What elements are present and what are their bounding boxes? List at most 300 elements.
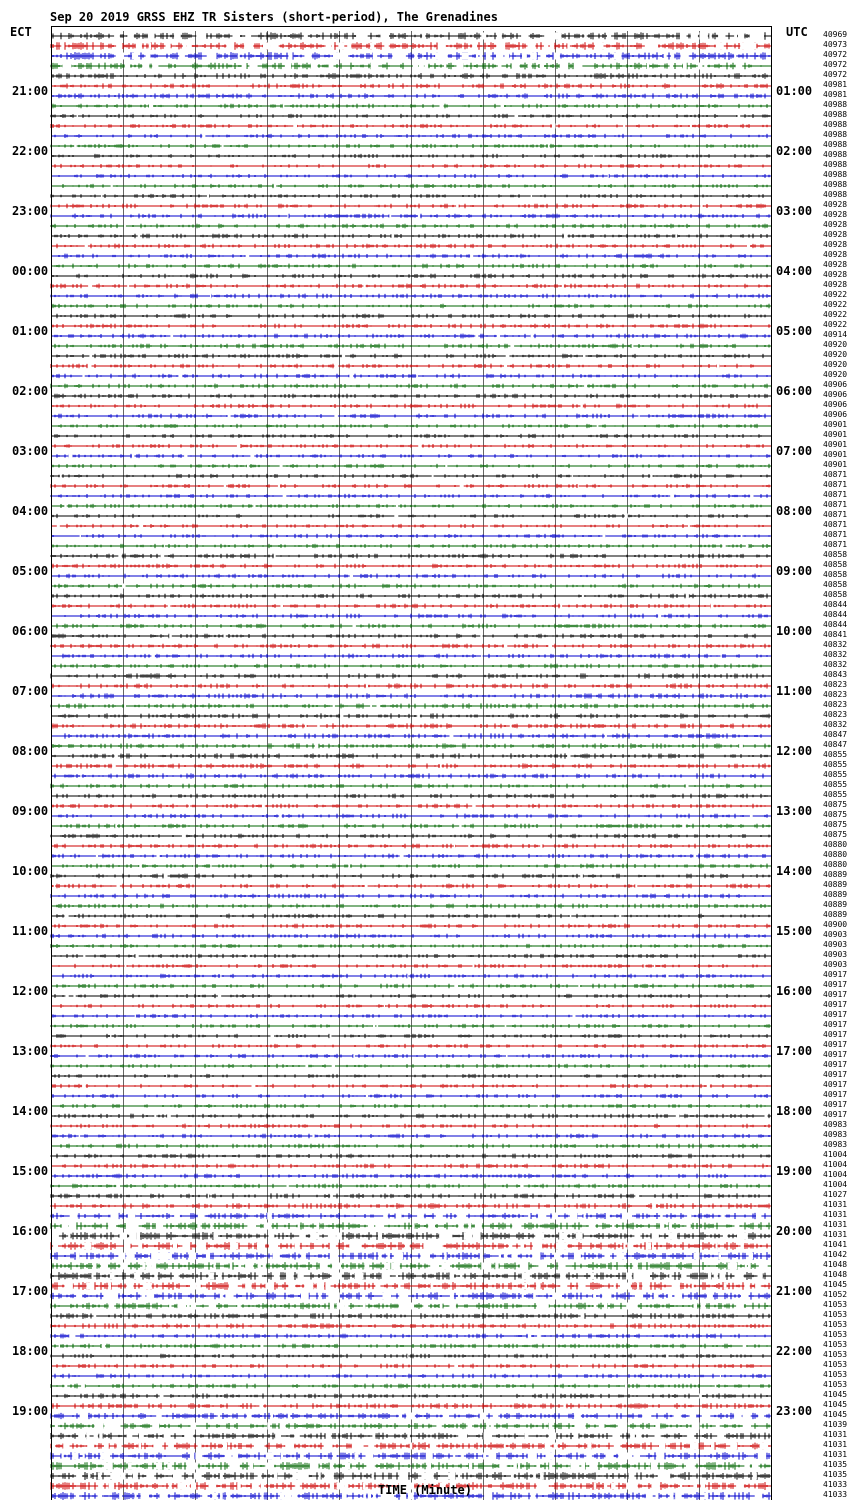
row-value-label: 40973 <box>823 40 848 49</box>
trace-gap <box>187 1303 190 1310</box>
trace-gap <box>375 1223 384 1230</box>
trace-gap <box>652 1233 659 1240</box>
trace-gap <box>220 1473 223 1480</box>
row-value-label: 40901 <box>823 450 848 459</box>
trace-gap <box>237 1303 241 1310</box>
trace-gap <box>464 1233 472 1240</box>
trace-gap <box>157 854 160 859</box>
trace-gap <box>65 1283 73 1290</box>
trace-gap <box>656 1453 664 1460</box>
trace-gap <box>440 764 442 769</box>
trace-gap <box>541 1303 545 1310</box>
left-hour-label: 22:00 <box>12 144 49 158</box>
trace-gap <box>589 1463 597 1470</box>
trace-gap <box>586 1453 592 1460</box>
trace-gap <box>554 1443 558 1450</box>
trace-gap <box>147 1263 149 1270</box>
left-hour-label: 07:00 <box>12 684 49 698</box>
trace-gap <box>548 644 552 649</box>
trace-gap <box>70 1213 78 1220</box>
trace-gap <box>334 364 338 369</box>
trace-gap <box>721 654 722 659</box>
trace-gap <box>315 744 319 749</box>
trace-gap <box>379 1253 382 1260</box>
trace-gap <box>496 53 503 60</box>
trace-gap <box>209 1483 215 1490</box>
trace-gap <box>211 1223 213 1230</box>
trace-gap <box>261 1493 263 1500</box>
trace-gap <box>737 1273 739 1280</box>
trace-gap <box>267 1213 272 1220</box>
trace-gap <box>135 1014 136 1019</box>
trace-gap <box>435 53 443 60</box>
row-value-label: 40823 <box>823 710 848 719</box>
trace-gap <box>263 43 270 50</box>
row-value-label: 40920 <box>823 340 848 349</box>
trace-gap <box>269 1233 274 1240</box>
row-value-label: 40889 <box>823 900 848 909</box>
trace-gap <box>112 764 116 769</box>
trace-gap <box>717 1433 724 1440</box>
row-value-label: 40844 <box>823 620 848 629</box>
trace-gap <box>702 1034 703 1039</box>
row-value-label: 40983 <box>823 1140 848 1149</box>
trace-gap <box>389 214 391 219</box>
trace-gap <box>701 1483 705 1490</box>
row-value-label: 40880 <box>823 850 848 859</box>
trace-gap <box>578 984 580 989</box>
trace-gap <box>283 494 287 499</box>
trace-gap <box>654 964 655 969</box>
left-hour-label: 09:00 <box>12 804 49 818</box>
row-value-label: 40917 <box>823 1100 848 1109</box>
trace-gap <box>91 1273 93 1280</box>
trace-gap <box>741 1243 744 1250</box>
trace-gap <box>294 1433 299 1440</box>
trace-gap <box>133 1473 138 1480</box>
trace-gap <box>635 884 637 889</box>
trace-gap <box>174 1273 179 1280</box>
trace-gap <box>690 1443 699 1450</box>
right-hour-label: 19:00 <box>776 1164 813 1178</box>
trace-gap <box>363 33 368 40</box>
row-value-label: 40922 <box>823 290 848 299</box>
row-value-label: 40917 <box>823 1000 848 1009</box>
trace-gap <box>718 33 725 40</box>
trace-gap <box>516 1223 522 1230</box>
row-value-label: 40855 <box>823 760 848 769</box>
trace-gap <box>259 1404 263 1409</box>
trace-gap <box>109 1483 115 1490</box>
left-hour-label: 12:00 <box>12 984 49 998</box>
row-value-label: 40858 <box>823 580 848 589</box>
row-value-label: 40871 <box>823 480 848 489</box>
trace-gap <box>633 1263 637 1270</box>
trace-gap <box>328 1293 335 1300</box>
trace-gap <box>169 1303 171 1310</box>
row-value-label: 40920 <box>823 350 848 359</box>
trace-gap <box>134 1273 140 1280</box>
trace-gap <box>124 224 126 229</box>
trace-gap <box>593 154 594 159</box>
trace-gap <box>387 1253 390 1260</box>
trace-gap <box>755 1493 763 1500</box>
row-value-label: 40928 <box>823 220 848 229</box>
trace-gap <box>76 1493 79 1500</box>
trace-gap <box>468 1423 472 1430</box>
trace-gap <box>407 974 408 979</box>
trace-gap <box>311 63 318 70</box>
trace-gap <box>167 1463 172 1470</box>
trace-gap <box>423 1303 428 1310</box>
trace-gap <box>552 1213 558 1220</box>
trace-gap <box>59 1344 60 1349</box>
trace-gap <box>191 1423 197 1430</box>
row-value-label: 41045 <box>823 1390 848 1399</box>
trace-gap <box>271 1034 275 1039</box>
trace-gap <box>381 1273 390 1280</box>
row-value-label: 41053 <box>823 1370 848 1379</box>
trace-gap <box>295 1243 300 1250</box>
trace-gap <box>593 1293 596 1300</box>
trace-gap <box>430 1443 437 1450</box>
row-value-label: 40917 <box>823 1070 848 1079</box>
trace-gap <box>222 144 224 149</box>
trace-gap <box>604 1483 607 1490</box>
row-value-label: 40917 <box>823 1040 848 1049</box>
trace-gap <box>362 1293 365 1300</box>
trace-gap <box>510 724 512 729</box>
trace-gap <box>755 33 764 40</box>
trace-gap <box>504 364 507 369</box>
trace-gap <box>366 684 368 689</box>
trace-gap <box>110 1473 116 1480</box>
row-value-label: 40928 <box>823 250 848 259</box>
row-value-label: 40901 <box>823 430 848 439</box>
trace-gap <box>635 1293 643 1300</box>
trace-gap <box>480 53 483 60</box>
trace-gap <box>704 1493 708 1500</box>
trace-gap <box>373 53 377 60</box>
trace-gap <box>530 43 535 50</box>
row-value-label: 40855 <box>823 790 848 799</box>
trace-gap <box>426 1453 433 1460</box>
left-hour-label: 13:00 <box>12 1044 49 1058</box>
row-value-label: 41031 <box>823 1200 848 1209</box>
trace-gap <box>161 554 165 559</box>
trace-gap <box>544 43 548 50</box>
trace-gap <box>626 1273 632 1280</box>
trace-gap <box>491 1423 494 1430</box>
row-value-label: 40858 <box>823 570 848 579</box>
trace-gap <box>550 43 554 50</box>
row-value-label: 40922 <box>823 310 848 319</box>
left-hour-label: 05:00 <box>12 564 49 578</box>
right-hour-label: 15:00 <box>776 924 813 938</box>
trace-gap <box>715 1384 717 1389</box>
trace-gap <box>301 1253 306 1260</box>
trace-gap <box>725 1493 727 1500</box>
trace-gap <box>468 844 470 849</box>
trace-gap <box>445 464 447 469</box>
row-value-label: 40871 <box>823 530 848 539</box>
left-hour-label: 16:00 <box>12 1224 49 1238</box>
right-hour-label: 11:00 <box>776 684 813 698</box>
trace-gap <box>247 1223 256 1230</box>
right-hour-label: 01:00 <box>776 84 813 98</box>
trace-gap <box>252 1084 256 1089</box>
trace-gap <box>698 63 703 70</box>
trace-gap <box>458 1473 460 1480</box>
trace-gap <box>443 1413 449 1420</box>
trace-gap <box>560 1283 567 1290</box>
trace-gap <box>457 63 464 70</box>
trace-gap <box>530 53 537 60</box>
trace-gap <box>422 33 425 40</box>
row-value-label: 40871 <box>823 520 848 529</box>
trace-gap <box>715 1243 717 1250</box>
left-hour-label: 18:00 <box>12 1344 49 1358</box>
trace-gap <box>146 53 151 60</box>
trace-gap <box>407 1354 408 1359</box>
trace-gap <box>686 594 689 599</box>
trace-gap <box>405 1303 414 1310</box>
trace-gap <box>499 1253 501 1260</box>
trace-gap <box>116 53 124 60</box>
trace-gap <box>644 964 645 969</box>
trace-gap <box>719 1273 725 1280</box>
trace-gap <box>560 1273 565 1280</box>
trace-gap <box>384 1263 390 1270</box>
trace-gap <box>637 1283 639 1290</box>
trace-gap <box>727 1263 733 1270</box>
trace-gap <box>340 714 343 719</box>
trace-gap <box>119 1233 127 1240</box>
trace-gap <box>261 1483 264 1490</box>
trace-gap <box>300 1453 304 1460</box>
trace-gap <box>183 43 186 50</box>
trace-gap <box>213 53 217 60</box>
trace-gap <box>285 63 291 70</box>
trace-gap <box>425 63 429 70</box>
trace-gap <box>527 63 531 70</box>
trace-gap <box>245 33 251 40</box>
trace-gap <box>578 1364 580 1369</box>
trace-gap <box>324 1443 333 1450</box>
trace-gap <box>371 63 379 70</box>
trace-gap <box>352 1443 359 1450</box>
trace-gap <box>758 1273 763 1280</box>
trace-gap <box>537 1233 545 1240</box>
trace-gap <box>149 43 151 50</box>
trace-gap <box>99 1433 103 1440</box>
row-value-label: 41035 <box>823 1470 848 1479</box>
row-value-label: 41004 <box>823 1170 848 1179</box>
trace-gap <box>363 1483 366 1490</box>
trace-gap <box>635 1194 639 1199</box>
trace-gap <box>681 53 689 60</box>
trace-gap <box>449 1273 454 1280</box>
row-value-label: 40906 <box>823 390 848 399</box>
trace-gap <box>574 1413 581 1420</box>
trace-gap <box>413 63 418 70</box>
trace-gap <box>191 1483 196 1490</box>
trace-gap <box>723 1233 728 1240</box>
trace-gap <box>285 1443 294 1450</box>
trace-gap <box>330 1483 334 1490</box>
trace-gap <box>206 1253 210 1260</box>
trace-gap <box>174 1213 180 1220</box>
trace-gap <box>436 1423 441 1430</box>
trace-gap <box>707 1293 713 1300</box>
trace-gap <box>88 1473 91 1480</box>
trace-gap <box>548 144 550 149</box>
trace-gap <box>687 1433 693 1440</box>
trace-gap <box>748 1263 751 1270</box>
trace-gap <box>399 1473 408 1480</box>
trace-gap <box>156 1413 162 1420</box>
trace-gap <box>227 1493 231 1500</box>
trace-gap <box>453 1453 455 1460</box>
trace-gap <box>342 354 345 359</box>
trace-gap <box>646 1493 653 1500</box>
trace-gap <box>289 53 293 60</box>
trace-gap <box>652 1204 656 1209</box>
trace-gap <box>257 1243 265 1250</box>
left-hour-label: 04:00 <box>12 504 49 518</box>
row-value-label: 40875 <box>823 810 848 819</box>
row-value-label: 41031 <box>823 1210 848 1219</box>
trace-gap <box>552 124 556 129</box>
trace-gap <box>658 1473 665 1480</box>
trace-gap <box>280 464 283 469</box>
trace-gap <box>262 804 265 809</box>
trace-gap <box>173 1243 177 1250</box>
trace-gap <box>266 1453 274 1460</box>
left-hour-label: 10:00 <box>12 864 49 878</box>
trace-gap <box>583 1213 585 1220</box>
trace-gap <box>554 53 560 60</box>
trace-gap <box>565 1194 566 1199</box>
trace-gap <box>473 1233 479 1240</box>
row-value-label: 41033 <box>823 1490 848 1499</box>
trace-gap <box>57 524 60 529</box>
trace-gap <box>480 1253 483 1260</box>
left-hour-label: 17:00 <box>12 1284 49 1298</box>
trace-gap <box>89 354 92 359</box>
trace-gap <box>190 1283 196 1290</box>
trace-gap <box>160 1394 164 1399</box>
trace-gap <box>340 1483 344 1490</box>
trace-gap <box>574 63 583 70</box>
trace-gap <box>531 194 532 199</box>
trace-gap <box>278 484 280 489</box>
trace-gap <box>744 1283 749 1290</box>
trace-gap <box>297 1273 304 1280</box>
trace-gap <box>460 484 464 489</box>
trace-gap <box>223 1443 227 1450</box>
trace-gap <box>69 1223 77 1230</box>
trace-gap <box>650 474 652 479</box>
trace-gap <box>743 1423 751 1430</box>
trace-gap <box>332 1263 341 1270</box>
trace-gap <box>310 1463 319 1470</box>
trace-gap <box>612 1223 614 1230</box>
trace-gap <box>581 1463 585 1470</box>
trace-gap <box>454 1364 458 1369</box>
trace-gap <box>675 234 677 239</box>
trace-gap <box>745 1263 747 1270</box>
trace-gap <box>338 43 344 50</box>
trace-gap <box>120 1263 127 1270</box>
trace-gap <box>560 1243 568 1250</box>
trace-gap <box>676 1114 680 1119</box>
trace-gap <box>759 1263 766 1270</box>
trace-gap <box>528 1334 531 1339</box>
trace-gap <box>394 514 398 519</box>
row-value-label: 40917 <box>823 1030 848 1039</box>
trace-gap <box>182 834 186 839</box>
trace-gap <box>515 114 519 119</box>
trace-gap <box>719 1253 721 1260</box>
trace-gap <box>632 344 634 349</box>
trace-gap <box>197 1283 201 1290</box>
trace-gap <box>750 494 753 499</box>
right-hour-label: 22:00 <box>776 1344 813 1358</box>
trace-gap <box>558 1263 565 1270</box>
trace-gap <box>285 1493 292 1500</box>
trace-gap <box>584 33 586 40</box>
trace-gap <box>128 1213 136 1220</box>
trace-gap <box>669 1084 670 1089</box>
row-value-label: 40889 <box>823 910 848 919</box>
trace-gap <box>430 1263 439 1270</box>
trace-gap <box>117 1443 122 1450</box>
trace-gap <box>77 114 78 119</box>
trace-gap <box>259 1443 264 1450</box>
trace-gap <box>690 124 692 129</box>
trace-gap <box>220 1354 221 1359</box>
row-value-label: 40917 <box>823 1060 848 1069</box>
trace-gap <box>458 1293 460 1300</box>
trace-gap <box>333 1273 342 1280</box>
trace-gap <box>456 204 459 209</box>
trace-gap <box>529 714 530 719</box>
trace-gap <box>62 1223 69 1230</box>
trace-gap <box>381 33 387 40</box>
row-value-label: 41033 <box>823 1480 848 1489</box>
trace-gap <box>529 1453 534 1460</box>
trace-gap <box>614 53 622 60</box>
trace-gap <box>166 1253 172 1260</box>
trace-gap <box>69 454 73 459</box>
trace-gap <box>687 1223 691 1230</box>
row-value-label: 41053 <box>823 1350 848 1359</box>
right-hour-label: 04:00 <box>776 264 813 278</box>
trace-gap <box>274 1473 277 1480</box>
row-value-label: 40875 <box>823 830 848 839</box>
trace-gap <box>722 544 725 549</box>
row-value-label: 41031 <box>823 1230 848 1239</box>
trace-gap <box>750 814 753 819</box>
row-value-label: 40928 <box>823 260 848 269</box>
trace-gap <box>739 744 743 749</box>
trace-gap <box>573 1433 578 1440</box>
trace-gap <box>287 214 288 219</box>
trace-gap <box>229 1283 238 1290</box>
trace-gap <box>647 63 649 70</box>
trace-gap <box>505 53 510 60</box>
